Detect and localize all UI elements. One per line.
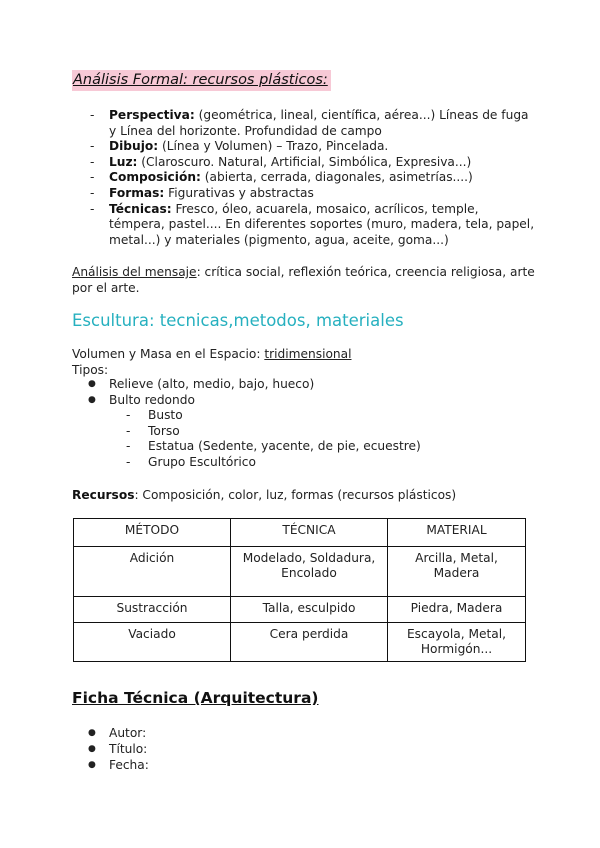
list-item: - Perspectiva: (geométrica, lineal, científica, aérea...) Líneas de fuga y Línea del horizonte. Profundidad de campo <box>90 108 529 138</box>
list-item: ● Relieve (alto, medio, bajo, hueco) <box>88 377 315 391</box>
table-row <box>74 597 526 623</box>
item-text: (abierta, cerrada, diagonales, asimetrías....) <box>200 170 473 185</box>
table-cell: Escayola, Metal, Hormigón... <box>388 623 526 662</box>
bullet-icon: ● <box>88 394 96 405</box>
list-item: ● Fecha: <box>88 758 149 772</box>
table-header-row <box>74 519 526 547</box>
table-cell: Piedra, Madera <box>388 597 526 623</box>
recursos-label: Recursos <box>72 488 135 502</box>
tipos-label: Tipos: <box>72 362 109 377</box>
item-label: Perspectiva: <box>109 108 195 122</box>
table-row <box>74 547 526 597</box>
header-metodo: MÉTODO <box>74 519 231 547</box>
mensaje-text: : crítica social, reflexión teórica, creencia religiosa, arte por el arte. <box>72 265 535 295</box>
volumen-value: tridimensional <box>264 347 352 361</box>
table-cell: Adición <box>74 547 231 597</box>
item-text: Fresco, óleo, acuarela, mosaico, acrílicos, temple, témpera, pastel.... En diferentes soportes (muro, madera, tela, papel, metal...) y materiales (pigmento, agua, aceite, goma...) <box>109 201 535 247</box>
item-text: (Línea y Volumen) – Trazo, Pincelada. <box>158 139 389 154</box>
list-item: - Luz: (Claroscuro. Natural, Artificial, Simbólica, Expresiva...) <box>90 154 472 169</box>
item-label: Dibujo: <box>109 139 159 154</box>
item-text: (geométrica, lineal, científica, aérea...) Líneas de fuga y Línea del horizonte. Profundidad de campo <box>109 108 529 138</box>
table-cell: Talla, esculpido <box>231 597 388 623</box>
list-item: - Formas: Figurativas y abstractas <box>90 185 314 200</box>
analisis-mensaje <box>72 264 542 296</box>
recursos-line: Recursos: Composición, color, luz, formas (recursos plásticos) <box>72 488 457 502</box>
table-cell: Vaciado <box>74 623 231 662</box>
table-cell: Sustracción <box>74 597 231 623</box>
list-item: - Composición: (abierta, cerrada, diagonales, asimetrías....) <box>90 170 473 185</box>
volumen-line: Volumen y Masa en el Espacio: tridimensional <box>72 347 352 361</box>
table-cell: Modelado, Soldadura, Encolado <box>231 547 388 597</box>
table-cell: Cera perdida <box>231 623 388 662</box>
sub-item: - Estatua (Sedente, yacente, de pie, ecuestre) <box>126 439 421 454</box>
item-label: Composición: <box>109 170 201 185</box>
bullet-icon: ● <box>88 728 96 738</box>
sub-item: - Torso <box>126 423 180 438</box>
sub-item: - Grupo Escultórico <box>126 454 256 469</box>
list-item: ● Autor: <box>88 726 147 740</box>
ficha-tecnica-heading: Ficha Técnica (Arquitectura) <box>72 689 319 707</box>
sub-item: - Busto <box>126 408 183 423</box>
header-tecnica: TÉCNICA <box>231 519 388 547</box>
metodos-table <box>73 518 526 662</box>
list-item: - Técnicas: Fresco, óleo, acuarela, mosaico, acrílicos, temple, témpera, pastel.... En diferentes soportes (muro, madera, tela, papel, metal...) y materiales (pigmento, agua, aceite, goma...) <box>90 201 535 247</box>
item-text: (Claroscuro. Natural, Artificial, Simbólica, Expresiva...) <box>137 154 472 169</box>
analisis-formal-list <box>88 108 538 248</box>
ficha-list <box>88 725 149 773</box>
escultura-heading: Escultura: tecnicas,metodos, materiales <box>72 311 404 330</box>
bullet-icon: ● <box>88 379 96 389</box>
table-cell: Arcilla, Metal, Madera <box>388 547 526 597</box>
item-label: Técnicas: <box>109 201 172 216</box>
table-row <box>74 623 526 662</box>
volumen-block <box>72 347 352 378</box>
mensaje-label: Análisis del mensaje <box>72 265 197 279</box>
bullet-icon: ● <box>88 744 96 754</box>
bullet-icon: ● <box>88 760 96 770</box>
list-item: ● Título: <box>88 742 148 756</box>
header-material: MATERIAL <box>388 519 526 547</box>
list-item: ● Bulto redondo <box>88 392 195 407</box>
tipos-list <box>88 377 421 471</box>
item-label: Formas: <box>109 185 165 200</box>
analisis-formal-heading: Análisis Formal: recursos plásticos: <box>72 70 331 91</box>
item-text: Figurativas y abstractas <box>164 185 314 200</box>
list-item: - Dibujo: (Línea y Volumen) – Trazo, Pincelada. <box>90 139 389 154</box>
item-label: Luz: <box>109 154 138 169</box>
